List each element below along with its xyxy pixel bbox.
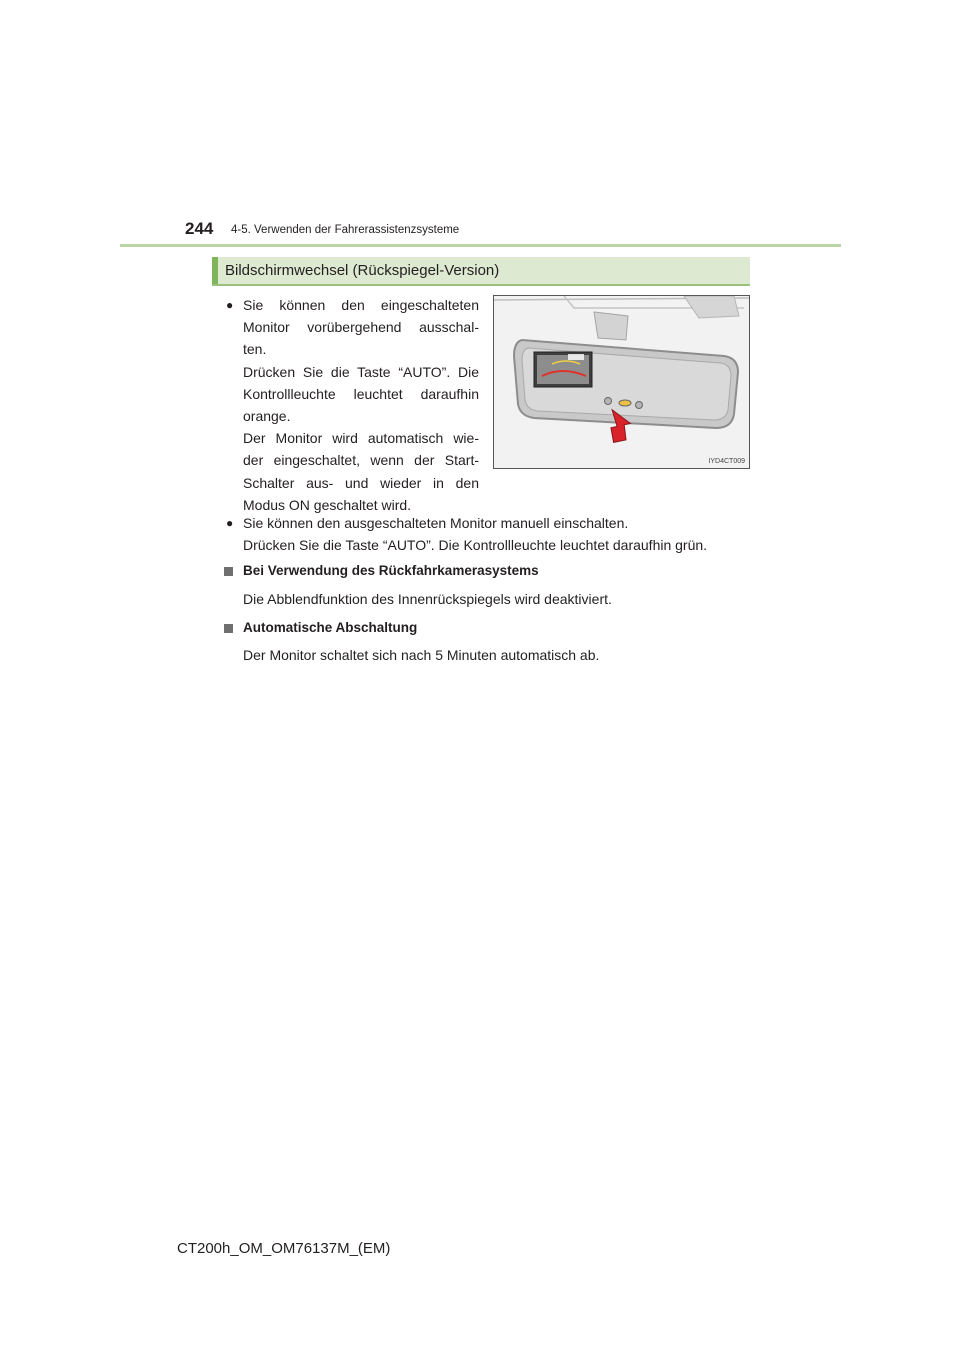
bullet-1-line: Kontrollleuchte leuchtet daraufhin <box>243 385 479 402</box>
bullet-1-line: Sie können den eingeschalteten <box>243 297 479 313</box>
bullet-2-line: Sie können den ausgeschalteten Monitor manuell einschalten. <box>243 515 629 531</box>
page-number: 244 <box>185 219 214 238</box>
bullet-dot-1: ● <box>226 298 234 312</box>
mirror-illustration <box>494 296 749 468</box>
bullet-1-line: Der Monitor wird automatisch wie- <box>243 430 479 447</box>
bullet-1-line: Schalter aus- und wieder in den <box>243 474 479 491</box>
bullet-1-line: Monitor vorübergehend ausschal- <box>243 319 479 336</box>
mirror-figure <box>493 295 750 469</box>
bullet-1-line: der eingeschaltet, wenn der Start- <box>243 452 479 469</box>
bullet-2-line: Drücken Sie die Taste “AUTO”. Die Kontrollleuchte leuchtet daraufhin grün. <box>243 537 708 554</box>
note-marker <box>224 567 233 576</box>
note-1-text: Die Abblendfunktion des Innenrückspiegels wird deaktiviert. <box>243 591 612 607</box>
note-2-title: Automatische Abschaltung <box>243 620 418 635</box>
bullet-1-line: ten. <box>243 341 267 358</box>
bullet-2-text <box>243 512 763 556</box>
figure-code: IYD4CT009 <box>708 458 745 465</box>
auto-button <box>619 400 631 406</box>
section-heading-bar <box>212 257 750 286</box>
section-title: 4-5. Verwenden der Fahrerassistenzsysteme <box>231 224 460 236</box>
bullet-1-line: Modus ON geschaltet wird. <box>243 496 412 513</box>
monitor-icon <box>568 354 584 360</box>
section-heading: Bildschirmwechsel (Rückspiegel-Version) <box>225 262 500 279</box>
note-2-text: Der Monitor schaltet sich nach 5 Minuten automatisch ab. <box>243 647 600 663</box>
footer-code: CT200h_OM_OM76137M_(EM) <box>177 1240 391 1257</box>
bullet-1-text <box>243 294 479 516</box>
bullet-1-line: Drücken Sie die Taste “AUTO”. Die <box>243 363 479 380</box>
header-rule <box>120 244 841 247</box>
mirror-mount <box>594 312 628 340</box>
right-button <box>636 402 643 409</box>
bullet-1-line: orange. <box>243 408 291 425</box>
note-marker <box>224 624 233 633</box>
note-1-title: Bei Verwendung des Rückfahrkamerasystems <box>243 563 539 578</box>
heading-accent <box>212 257 218 284</box>
left-button <box>605 398 612 405</box>
bullet-dot-2: ● <box>226 516 234 530</box>
